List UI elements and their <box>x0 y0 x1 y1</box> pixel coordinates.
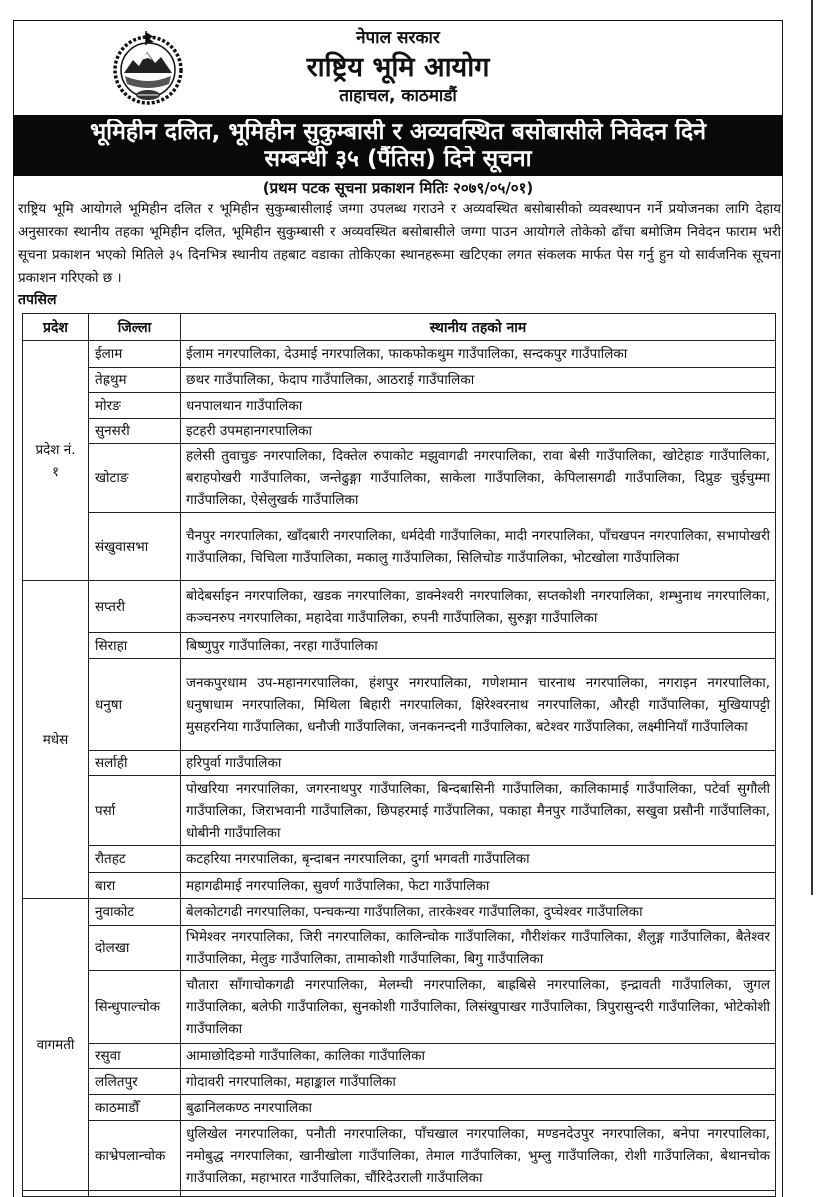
government-name: नेपाल सरकार <box>356 28 440 48</box>
cell-stub <box>23 1191 88 1196</box>
table-row <box>23 751 776 776</box>
district-cell <box>89 1095 181 1121</box>
column-header-label: प्रदेश <box>43 319 68 336</box>
table-row <box>23 419 776 444</box>
local-levels-cell <box>181 971 776 1044</box>
local-levels: चैनपुर नगरपालिका, खाँदबारी नगरपालिका, धर्मदेवी गाउँपालिका, मादी नगरपालिका, पाँचखपन नगरपालिका, सभापोखरी गाउँपालिका, चिचिला गाउँपालिका, मकालु गाउँपालिका, सिलिचोङ गाउँपालिका, भोटखोला गाउँपालिका <box>186 527 770 566</box>
province-number: १ <box>51 463 60 480</box>
column-header-label: स्थानीय तहको नाम <box>429 319 527 336</box>
province-cell <box>23 899 89 1191</box>
local-levels: पोखरिया नगरपालिका, जगरनाथपुर गाउँपालिका, बिन्दबासिनी गाउँपालिका, कालिकामाई गाउँपालिका, पटेर्वा सुगौली गाउँपालिका, जिराभवानी गाउँपालिका, छिपहरमाई गाउँपालिका, पकाहा मैनपुर गाउँपालिका, सखुवा प्रसौनी गाउँपालिका, धोबीनी गाउँपालिका <box>186 780 770 841</box>
district-cell <box>89 899 181 926</box>
schedule-table <box>22 313 776 1197</box>
district-name: मोरङ <box>95 397 121 414</box>
district-cell <box>89 341 181 368</box>
commission-address: ताहाचल, काठमाडौं <box>339 86 457 106</box>
district-name: रसुवा <box>95 1048 121 1064</box>
table-row <box>23 899 776 926</box>
district-name: धनुषा <box>95 696 123 713</box>
local-levels-cell <box>181 581 776 633</box>
table-row <box>23 1121 776 1191</box>
table-row <box>23 1095 776 1121</box>
column-header-province <box>23 314 89 341</box>
district-cell <box>89 659 181 751</box>
column-header-label: जिल्ला <box>117 319 152 336</box>
district-name: सिराहा <box>95 637 128 654</box>
local-levels-cell <box>181 633 776 659</box>
district-name: दोलखा <box>95 940 130 956</box>
province-cell-empty <box>23 1191 89 1197</box>
local-levels-cell <box>181 419 776 444</box>
local-levels: आमाछोदिङमो गाउँपालिका, कालिका गाउँपालिका <box>186 1048 426 1064</box>
table-row <box>23 926 776 971</box>
local-levels-cell <box>181 1044 776 1069</box>
local-levels-cell <box>181 776 776 846</box>
table-row-cut-off <box>23 1191 776 1197</box>
cell-stub <box>89 1191 180 1196</box>
local-levels: इटहरी उपमहानगरपालिका <box>186 423 313 439</box>
local-levels: बिष्णुपुर गाउँपालिका, नरहा गाउँपालिका <box>186 637 378 654</box>
local-levels-cell <box>181 1069 776 1095</box>
district-name: पर्सा <box>95 802 116 819</box>
table-header-row <box>23 314 776 341</box>
local-levels: गोदावरी नगरपालिका, महाङ्काल गाउँपालिका <box>186 1073 396 1090</box>
local-levels-cell <box>181 341 776 368</box>
column-header-district <box>89 314 181 341</box>
district-name: बारा <box>95 877 116 894</box>
notice-title-line-2: सम्बन्धी ३५ (पैंतिस) दिने सूचना <box>264 146 532 172</box>
local-levels: महागढीमाई नगरपालिका, सुवर्ण गाउँपालिका, फेटा गाउँपालिका <box>186 877 490 894</box>
district-name: रौतहट <box>95 851 126 867</box>
notice-title-band <box>13 115 783 176</box>
district-name: सिन्धुपाल्चोक <box>95 999 161 1015</box>
table-row <box>23 581 776 633</box>
district-name: काठमाडौँ <box>95 1099 139 1116</box>
publication-date: (प्रथम पटक सूचना प्रकाशन मितिः २०७९/०५/०१) <box>262 179 534 197</box>
local-levels-cell <box>181 393 776 419</box>
local-levels: छथर गाउँपालिका, फेदाप गाउँपालिका, आठराई गाउँपालिका <box>186 372 475 388</box>
local-levels: कटहरिया नगरपालिका, बृन्दाबन नगरपालिका, दुर्गा भगवती गाउँपालिका <box>186 851 530 867</box>
table-row <box>23 1069 776 1095</box>
table-row <box>23 513 776 581</box>
cell-stub <box>181 1191 775 1196</box>
district-name: नुवाकोट <box>95 904 135 920</box>
province-name: वागमती <box>36 1036 75 1053</box>
local-levels-cell <box>181 659 776 751</box>
local-levels: हलेसी तुवाचुङ नगरपालिका, दिक्तेल रुपाकोट मझुवागढी नगरपालिका, रावा बेसी गाउँपालिका, खोटेहाङ गाउँपालिका, बराहपोखरी गाउँपालिका, जन्तेढुङ्गा गाउँपालिका, साकेला गाउँपालिका, केपिलासगढी गाउँपालिका, दिप्रुङ चुईचुम्मा गाउँपालिका, ऐसेलुखर्क गाउँपालिका <box>186 448 770 508</box>
local-levels: जनकपुरधाम उप-महानगरपालिका, हंशपुर नगरपालिका, गणेशमान चारनाथ नगरपालिका, नगराइन नगरपालिका, धनुषाधाम नगरपालिका, मिथिला बिहारी नगरपालिका, क्षिरेश्वरनाथ नगरपालिका, औरही गाउँपालिका, मुखियापट्टी मुसहरनिया गाउँपालिका, धनौजी गाउँपालिका, जनकनन्दनी गाउँपालिका, बटेश्वर गाउँपालिका, लक्ष्मीनियाँ गाउँपालिका <box>186 674 770 735</box>
district-cell <box>89 513 181 581</box>
local-levels: धनपालथान गाउँपालिका <box>186 397 303 414</box>
local-levels-cell <box>181 926 776 971</box>
province-cell <box>23 581 89 899</box>
table-row <box>23 368 776 393</box>
district-cell <box>89 846 181 873</box>
local-levels: बुढानिलकण्ठ नगरपालिका <box>186 1099 313 1116</box>
province-cell <box>23 341 89 581</box>
local-levels-cell-empty <box>181 1191 776 1197</box>
local-levels: हरिपुर्वा गाउँपालिका <box>186 755 282 771</box>
district-cell <box>89 926 181 971</box>
local-levels: बोदेबर्साइन नगरपालिका, खडक नगरपालिका, डाक्नेश्वरी नगरपालिका, सप्तकोशी नगरपालिका, शम्भुनाथ नगरपालिका, कञ्चनरुप नगरपालिका, महादेवा गाउँपालिका, रुपनी गाउँपालिका, सुरुङ्गा गाउँपालिका <box>186 587 770 626</box>
table-row <box>23 341 776 368</box>
district-cell <box>89 971 181 1044</box>
local-levels-cell <box>181 1121 776 1191</box>
table-row <box>23 846 776 873</box>
district-cell <box>89 419 181 444</box>
notice-body: राष्ट्रिय भूमि आयोगले भूमिहीन दलित र भूमिहीन सुकुम्बासीलाई जग्गा उपलब्ध गराउने र अव्यवस्थित बसोबासीको व्यवस्थापन गर्ने प्रयोजनका लागि देहाय अनुसारका स्थानीय तहका भूमिहीन दलित, भूमिहीन सुकुम्बासी र अव्यवस्थित बसोबासीले जग्गा पाउन आयोगले तोकेको ढाँचा बमोजिम निवेदन फाराम भरी सूचना प्रकाशन भएको मितिले ३५ दिनभित्र स्थानीय तहबाट वडाका तोकिएका स्थानहरूमा खटिएका लगत संकलक मार्फत पेस गर्नु हुन यो सार्वजनिक सूचना प्रकाशन गरिएको छ । <box>18 201 781 286</box>
district-cell <box>89 393 181 419</box>
newspaper-column-rule <box>811 0 813 895</box>
province-name: प्रदेश नं. <box>35 441 76 458</box>
commission-name: राष्ट्रिय भूमि आयोग <box>306 52 490 83</box>
district-cell <box>89 1069 181 1095</box>
table-row <box>23 776 776 846</box>
local-levels: चौतारा साँगाचोकगढी नगरपालिका, मेलम्ची नगरपालिका, बाह्रबिसे नगरपालिका, इन्द्रावती गाउँपालिका, जुगल गाउँपालिका, बलेफी गाउँपालिका, सुनकोशी गाउँपालिका, लिसंखुपाखर गाउँपालिका, त्रिपुरासुन्दरी गाउँपालिका, भोटेकोशी गाउँपालिका <box>186 977 770 1037</box>
district-name: ईलाम <box>95 346 123 362</box>
district-name: संखुवासभा <box>95 538 149 555</box>
local-levels: ईलाम नगरपालिका, देउमाई नगरपालिका, फाकफोकथुम गाउँपालिका, सन्दकपुर गाउँपालिका <box>186 346 628 362</box>
local-levels-cell <box>181 1095 776 1121</box>
column-header-local-levels <box>181 314 776 341</box>
district-cell <box>89 1121 181 1191</box>
table-row <box>23 1044 776 1069</box>
district-cell <box>89 368 181 393</box>
local-levels: बेलकोटगढी नगरपालिका, पन्चकन्या गाउँपालिका, तारकेश्वर गाउँपालिका, दुप्चेश्वर गाउँपालिका <box>186 904 643 920</box>
table-row <box>23 444 776 513</box>
local-levels-cell <box>181 513 776 581</box>
district-name: सप्तरी <box>95 598 125 615</box>
district-cell <box>89 873 181 899</box>
district-name: सर्लाही <box>95 755 128 771</box>
table-row <box>23 873 776 899</box>
district-name: ललितपुर <box>95 1073 138 1090</box>
province-name: मधेस <box>42 731 69 748</box>
district-cell <box>89 751 181 776</box>
district-name: काभ्रेपलान्चोक <box>95 1147 166 1164</box>
table-row <box>23 659 776 751</box>
district-cell <box>89 776 181 846</box>
table-row <box>23 633 776 659</box>
district-name: सुनसरी <box>95 423 130 439</box>
table-row <box>23 971 776 1044</box>
local-levels-cell <box>181 444 776 513</box>
local-levels-cell <box>181 751 776 776</box>
district-name: खोटाङ <box>95 470 129 486</box>
notice-title-line-1: भूमिहीन दलित, भूमिहीन सुकुम्बासी र अव्यवस्थित बसोबासीले निवेदन दिने <box>89 119 707 145</box>
local-levels: भिमेश्वर नगरपालिका, जिरी नगरपालिका, कालिन्चोक गाउँपालिका, गौरीशंकर गाउँपालिका, शैलुङ्ग गाउँपालिका, बैतेश्वर गाउँपालिका, मेलुङ गाउँपालिका, तामाकोशी गाउँपालिका, बिगु गाउँपालिका <box>186 929 770 967</box>
local-levels-cell <box>181 368 776 393</box>
table-row <box>23 393 776 419</box>
district-cell-empty <box>89 1191 181 1197</box>
local-levels: धुलिखेल नगरपालिका, पनौती नगरपालिका, पाँचखाल नगरपालिका, मण्डनदेउपुर नगरपालिका, बनेपा नगरपालिका, नमोबुद्ध नगरपालिका, खानीखोला गाउँपालिका, तेमाल गाउँपालिका, भुम्लु गाउँपालिका, रोशी गाउँपालिका, बेथानचोक गाउँपालिका, महाभारत गाउँपालिका, चौंरिदेउराली गाउँपालिका <box>186 1125 770 1186</box>
district-cell <box>89 1044 181 1069</box>
district-cell <box>89 581 181 633</box>
local-levels-cell <box>181 899 776 926</box>
district-name: तेह्रथुम <box>95 372 127 388</box>
local-levels-cell <box>181 873 776 899</box>
district-cell <box>89 444 181 513</box>
district-cell <box>89 633 181 659</box>
local-levels-cell <box>181 846 776 873</box>
schedule-label: तपसिल <box>18 292 57 308</box>
